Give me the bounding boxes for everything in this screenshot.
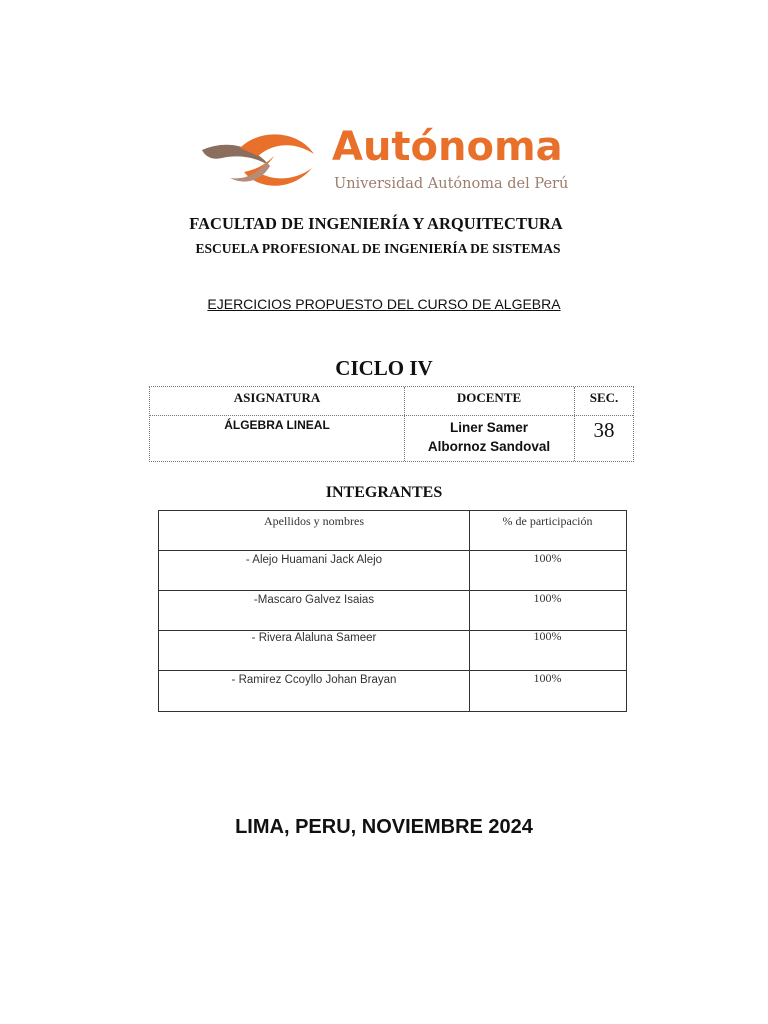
header-subject: ASIGNATURA: [233, 390, 321, 405]
teacher-name-line1: Liner Samer: [449, 420, 529, 435]
header-teacher: DOCENTE: [456, 390, 522, 405]
table-divider: [150, 415, 633, 416]
autonoma-swoosh-icon: [200, 128, 320, 198]
subject-value: ÁLGEBRA LINEAL: [224, 418, 330, 432]
course-table: [149, 386, 634, 462]
member-name: - Ramirez Ccoyllo Johan Brayan: [231, 674, 397, 686]
cycle-heading: CICLO IV: [335, 356, 433, 380]
members-table: [158, 510, 627, 712]
header-participation: % de participación: [502, 514, 593, 528]
header-names: Apellidos y nombres: [264, 514, 364, 528]
members-title: INTEGRANTES: [325, 484, 443, 501]
school-heading: ESCUELA PROFESIONAL DE INGENIERÍA DE SISTEMAS: [195, 241, 561, 256]
teacher-name-line2: Albornoz Sandoval: [427, 439, 551, 454]
member-name: - Rivera Alaluna Sameer: [251, 632, 377, 644]
header-section: SEC.: [589, 390, 619, 405]
member-participation: 100%: [533, 629, 562, 643]
faculty-heading: FACULTAD DE INGENIERÍA Y ARQUITECTURA: [189, 214, 563, 233]
member-participation: 100%: [533, 671, 562, 685]
logo-subtitle: Universidad Autónoma del Perú: [334, 176, 569, 192]
member-name: - Alejo Huamani Jack Alejo: [245, 554, 383, 566]
member-participation: 100%: [533, 551, 562, 565]
place-date-footer: LIMA, PERU, NOVIEMBRE 2024: [235, 816, 533, 838]
logo-wordmark: Autónoma: [332, 124, 563, 170]
member-participation: 100%: [533, 591, 562, 605]
section-value: 38: [593, 418, 615, 442]
member-name: -Mascaro Galvez Isaias: [253, 594, 375, 606]
exercise-title: EJERCICIOS PROPUESTO DEL CURSO DE ALGEBRA: [207, 296, 561, 312]
university-logo: [200, 124, 590, 200]
